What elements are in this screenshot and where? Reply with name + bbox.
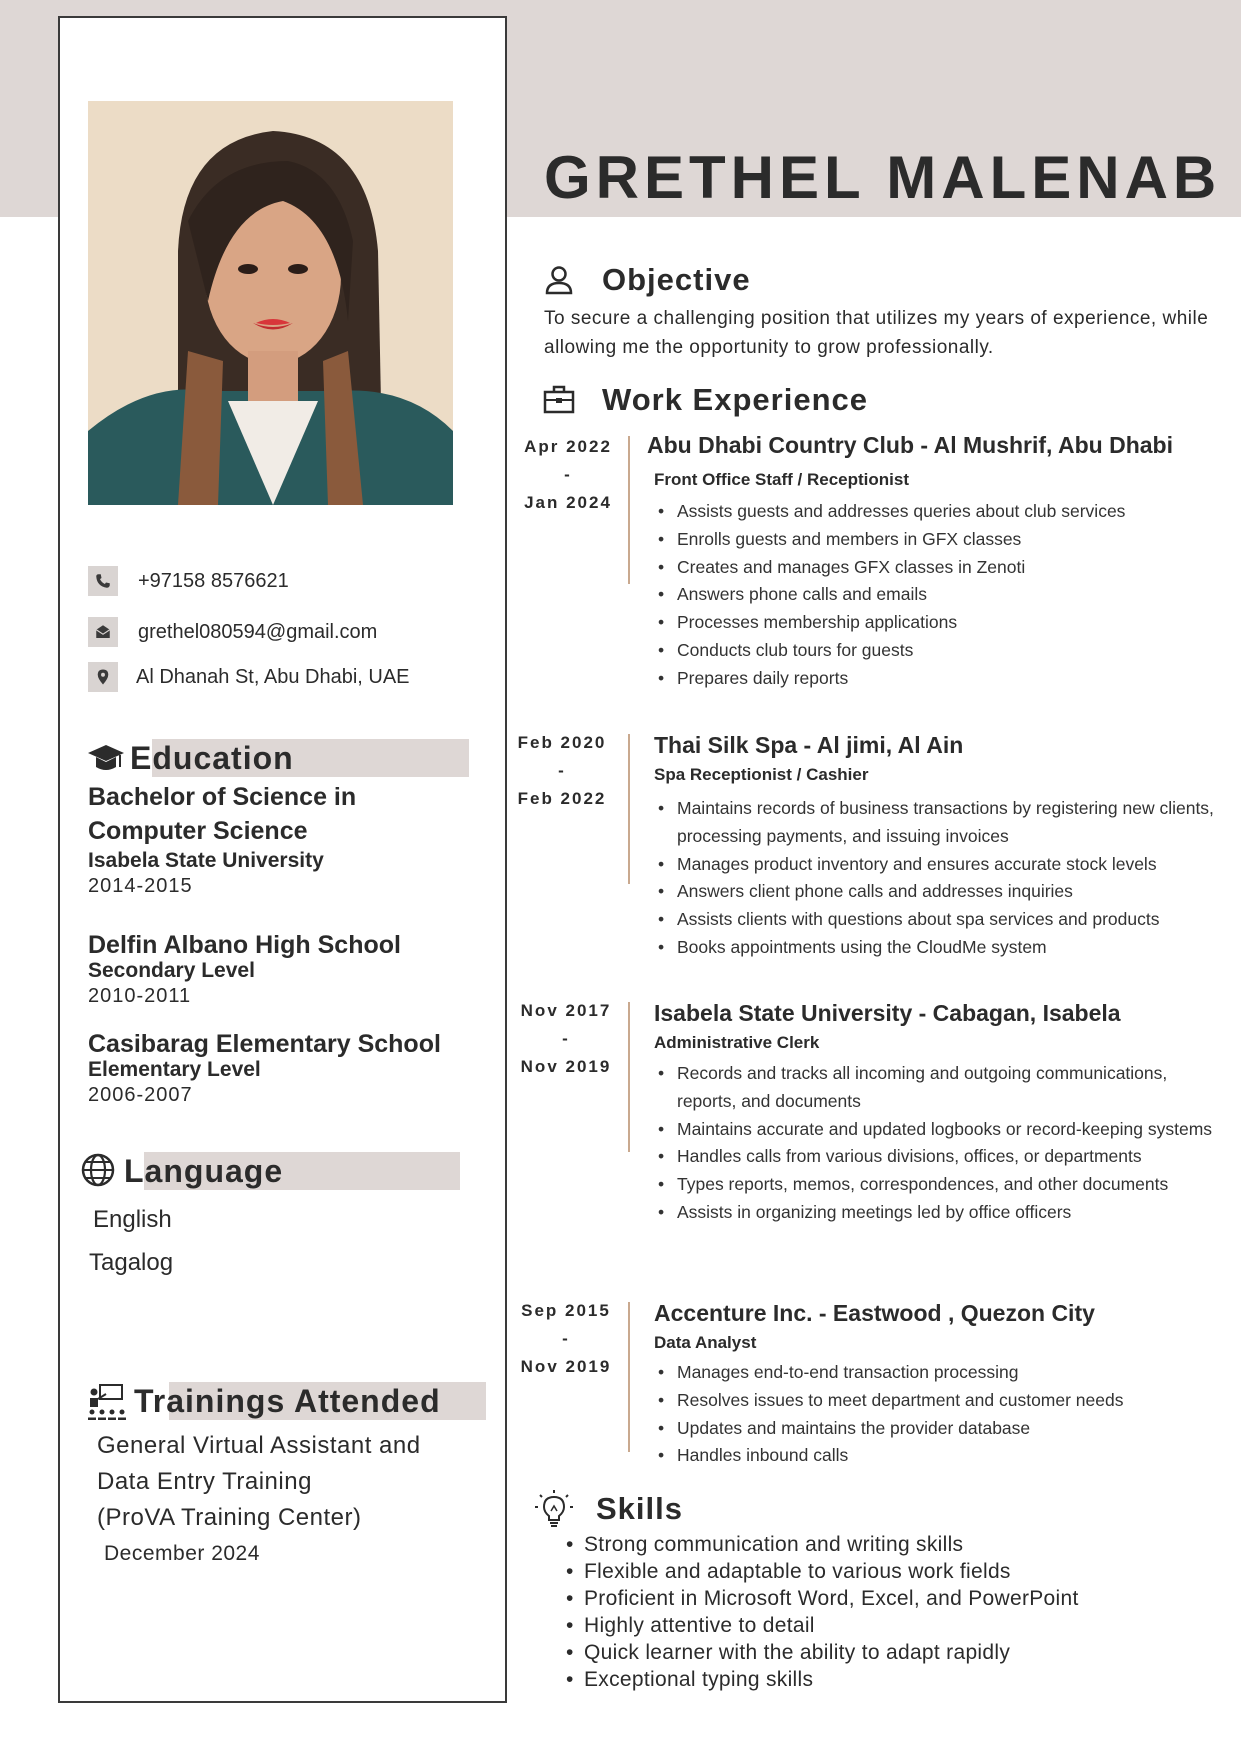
job-2-duty: • Manages product inventory and ensures accurate stock levels — [655, 851, 1215, 879]
training-line-3: (ProVA Training Center) — [97, 1504, 362, 1531]
skills-heading-text: Skills — [596, 1491, 683, 1526]
job-1-duty: • Enrolls guests and members in GFX classes — [655, 526, 1225, 554]
job-1-duty: • Processes membership applications — [655, 609, 1225, 637]
phone-icon — [88, 566, 118, 596]
skill-item: • Highly attentive to detail — [562, 1612, 1079, 1639]
job-1-duty: • Answers phone calls and emails — [655, 581, 1225, 609]
skill-item: • Flexible and adaptable to various work fields — [562, 1558, 1079, 1585]
job-1-start: Apr 2022 — [524, 437, 612, 456]
job-2-end: Feb 2022 — [517, 789, 607, 808]
graduation-cap-icon — [86, 739, 126, 777]
envelope-icon — [88, 617, 118, 647]
edu-school-1: Isabela State University — [88, 849, 324, 872]
edu-degree-2: Delfin Albano High School — [88, 931, 401, 959]
language-heading-text: Language — [124, 1152, 284, 1189]
skills-heading — [534, 1489, 683, 1529]
job-2-sep: - — [558, 761, 566, 780]
job-2-title: Thai Silk Spa - Al jimi, Al Ain — [654, 732, 964, 758]
job-2-timeline — [628, 734, 630, 884]
job-3-duty: • Records and tracks all incoming and outgoing communications, reports, and documents — [655, 1060, 1225, 1116]
skill-item: • Exceptional typing skills — [562, 1666, 1079, 1693]
contact-address — [88, 662, 410, 692]
globe-icon — [80, 1152, 116, 1190]
job-4-duty: • Updates and maintains the provider database — [655, 1415, 1225, 1443]
job-4-title: Accenture Inc. - Eastwood , Quezon City — [654, 1300, 1095, 1326]
job-3-title: Isabela State University - Cabagan, Isabela — [654, 1000, 1121, 1026]
objective-text: To secure a challenging position that utilizes my years of experience, while allowing me the opportunity to grow professionally. — [544, 308, 1209, 358]
job-2-duty: • Assists clients with questions about spa services and products — [655, 906, 1215, 934]
job-3-duties — [655, 1060, 1225, 1227]
training-line-2: Data Entry Training — [97, 1468, 312, 1495]
phone-text: +97158 8576621 — [138, 569, 289, 592]
edu-degree-1: Bachelor of Science in — [88, 783, 357, 811]
objective-heading-text: Objective — [602, 262, 751, 297]
edu-level-2: Secondary Level — [88, 959, 255, 982]
job-1-title: Abu Dhabi Country Club - Al Mushrif, Abu Dhabi — [647, 432, 1173, 458]
edu-years-3: 2006-2007 — [88, 1084, 193, 1106]
job-4-start: Sep 2015 — [521, 1301, 611, 1320]
location-pin-icon — [88, 662, 118, 692]
job-2-start: Feb 2020 — [517, 733, 607, 752]
job-3-duty: • Assists in organizing meetings led by office officers — [655, 1199, 1225, 1227]
job-1-duty: • Creates and manages GFX classes in Zenoti — [655, 554, 1225, 582]
job-4-timeline — [628, 1302, 630, 1452]
edu-degree-1-line2: Computer Science — [88, 817, 308, 845]
job-3-role: Administrative Clerk — [654, 1033, 820, 1052]
email-text: grethel080594@gmail.com — [138, 620, 378, 643]
job-4-duty: • Manages end-to-end transaction processing — [655, 1359, 1225, 1387]
job-2-role: Spa Receptionist / Cashier — [654, 765, 869, 784]
job-3-end: Nov 2019 — [520, 1057, 612, 1076]
job-2-duty: • Maintains records of business transactions by registering new clients, processing payments, and issuing invoices — [655, 795, 1215, 851]
training-presentation-icon — [86, 1382, 130, 1420]
work-heading — [542, 382, 868, 418]
edu-years-2: 2010-2011 — [88, 985, 192, 1007]
trainings-heading-text: Trainings Attended — [134, 1382, 441, 1419]
job-3-timeline — [628, 1002, 630, 1152]
job-1-duty: • Assists guests and addresses queries about club services — [655, 498, 1225, 526]
language-item-english: English — [93, 1206, 172, 1233]
job-3-duty: • Handles calls from various divisions, offices, or departments — [655, 1143, 1225, 1171]
work-heading-text: Work Experience — [602, 382, 868, 417]
job-1-duties — [655, 498, 1225, 693]
briefcase-icon — [542, 383, 576, 417]
education-heading-text: Education — [130, 739, 294, 776]
job-4-duties — [655, 1359, 1225, 1470]
job-3-duty: • Maintains accurate and updated logbooks or record-keeping systems — [655, 1116, 1225, 1144]
job-3-duty: • Types reports, memos, correspondences, and other documents — [655, 1171, 1225, 1199]
skill-item: • Strong communication and writing skills — [562, 1531, 1079, 1558]
job-3-start: Nov 2017 — [520, 1001, 612, 1020]
skill-item: • Quick learner with the ability to adapt rapidly — [562, 1639, 1079, 1666]
person-icon — [542, 263, 576, 297]
job-1-duty: • Prepares daily reports — [655, 665, 1225, 693]
address-text: Al Dhanah St, Abu Dhabi, UAE — [136, 665, 410, 688]
job-4-duty: • Handles inbound calls — [655, 1442, 1225, 1470]
job-4-end: Nov 2019 — [520, 1357, 612, 1376]
contact-phone — [88, 566, 289, 596]
job-1-timeline — [628, 436, 630, 584]
edu-level-3: Elementary Level — [88, 1058, 261, 1081]
education-heading — [86, 737, 469, 779]
lightbulb-icon — [534, 1489, 574, 1529]
profile-photo — [88, 101, 453, 505]
edu-degree-3: Casibarag Elementary School — [88, 1030, 441, 1058]
job-2-duty: • Books appointments using the CloudMe system — [655, 934, 1215, 962]
training-date: December 2024 — [104, 1542, 260, 1565]
language-item-tagalog: Tagalog — [89, 1249, 174, 1276]
language-heading — [80, 1150, 460, 1192]
skill-item: • Proficient in Microsoft Word, Excel, and PowerPoint — [562, 1585, 1079, 1612]
job-1-end: Jan 2024 — [524, 493, 612, 512]
job-2-duties — [655, 795, 1215, 962]
objective-heading — [542, 262, 751, 298]
job-1-role: Front Office Staff / Receptionist — [654, 470, 910, 489]
trainings-heading — [86, 1380, 486, 1422]
job-4-role: Data Analyst — [654, 1333, 757, 1352]
candidate-name: GRETHEL MALENAB — [544, 144, 1222, 211]
edu-years-1: 2014-2015 — [88, 875, 193, 897]
training-line-1: General Virtual Assistant and — [97, 1432, 421, 1459]
contact-email — [88, 617, 377, 647]
job-4-duty: • Resolves issues to meet department and customer needs — [655, 1387, 1225, 1415]
skills-list — [562, 1531, 1079, 1693]
job-3-sep: - — [562, 1029, 570, 1048]
job-4-sep: - — [562, 1329, 570, 1348]
job-2-duty: • Answers client phone calls and addresses inquiries — [655, 878, 1215, 906]
job-1-duty: • Conducts club tours for guests — [655, 637, 1225, 665]
job-1-sep: - — [564, 465, 572, 484]
